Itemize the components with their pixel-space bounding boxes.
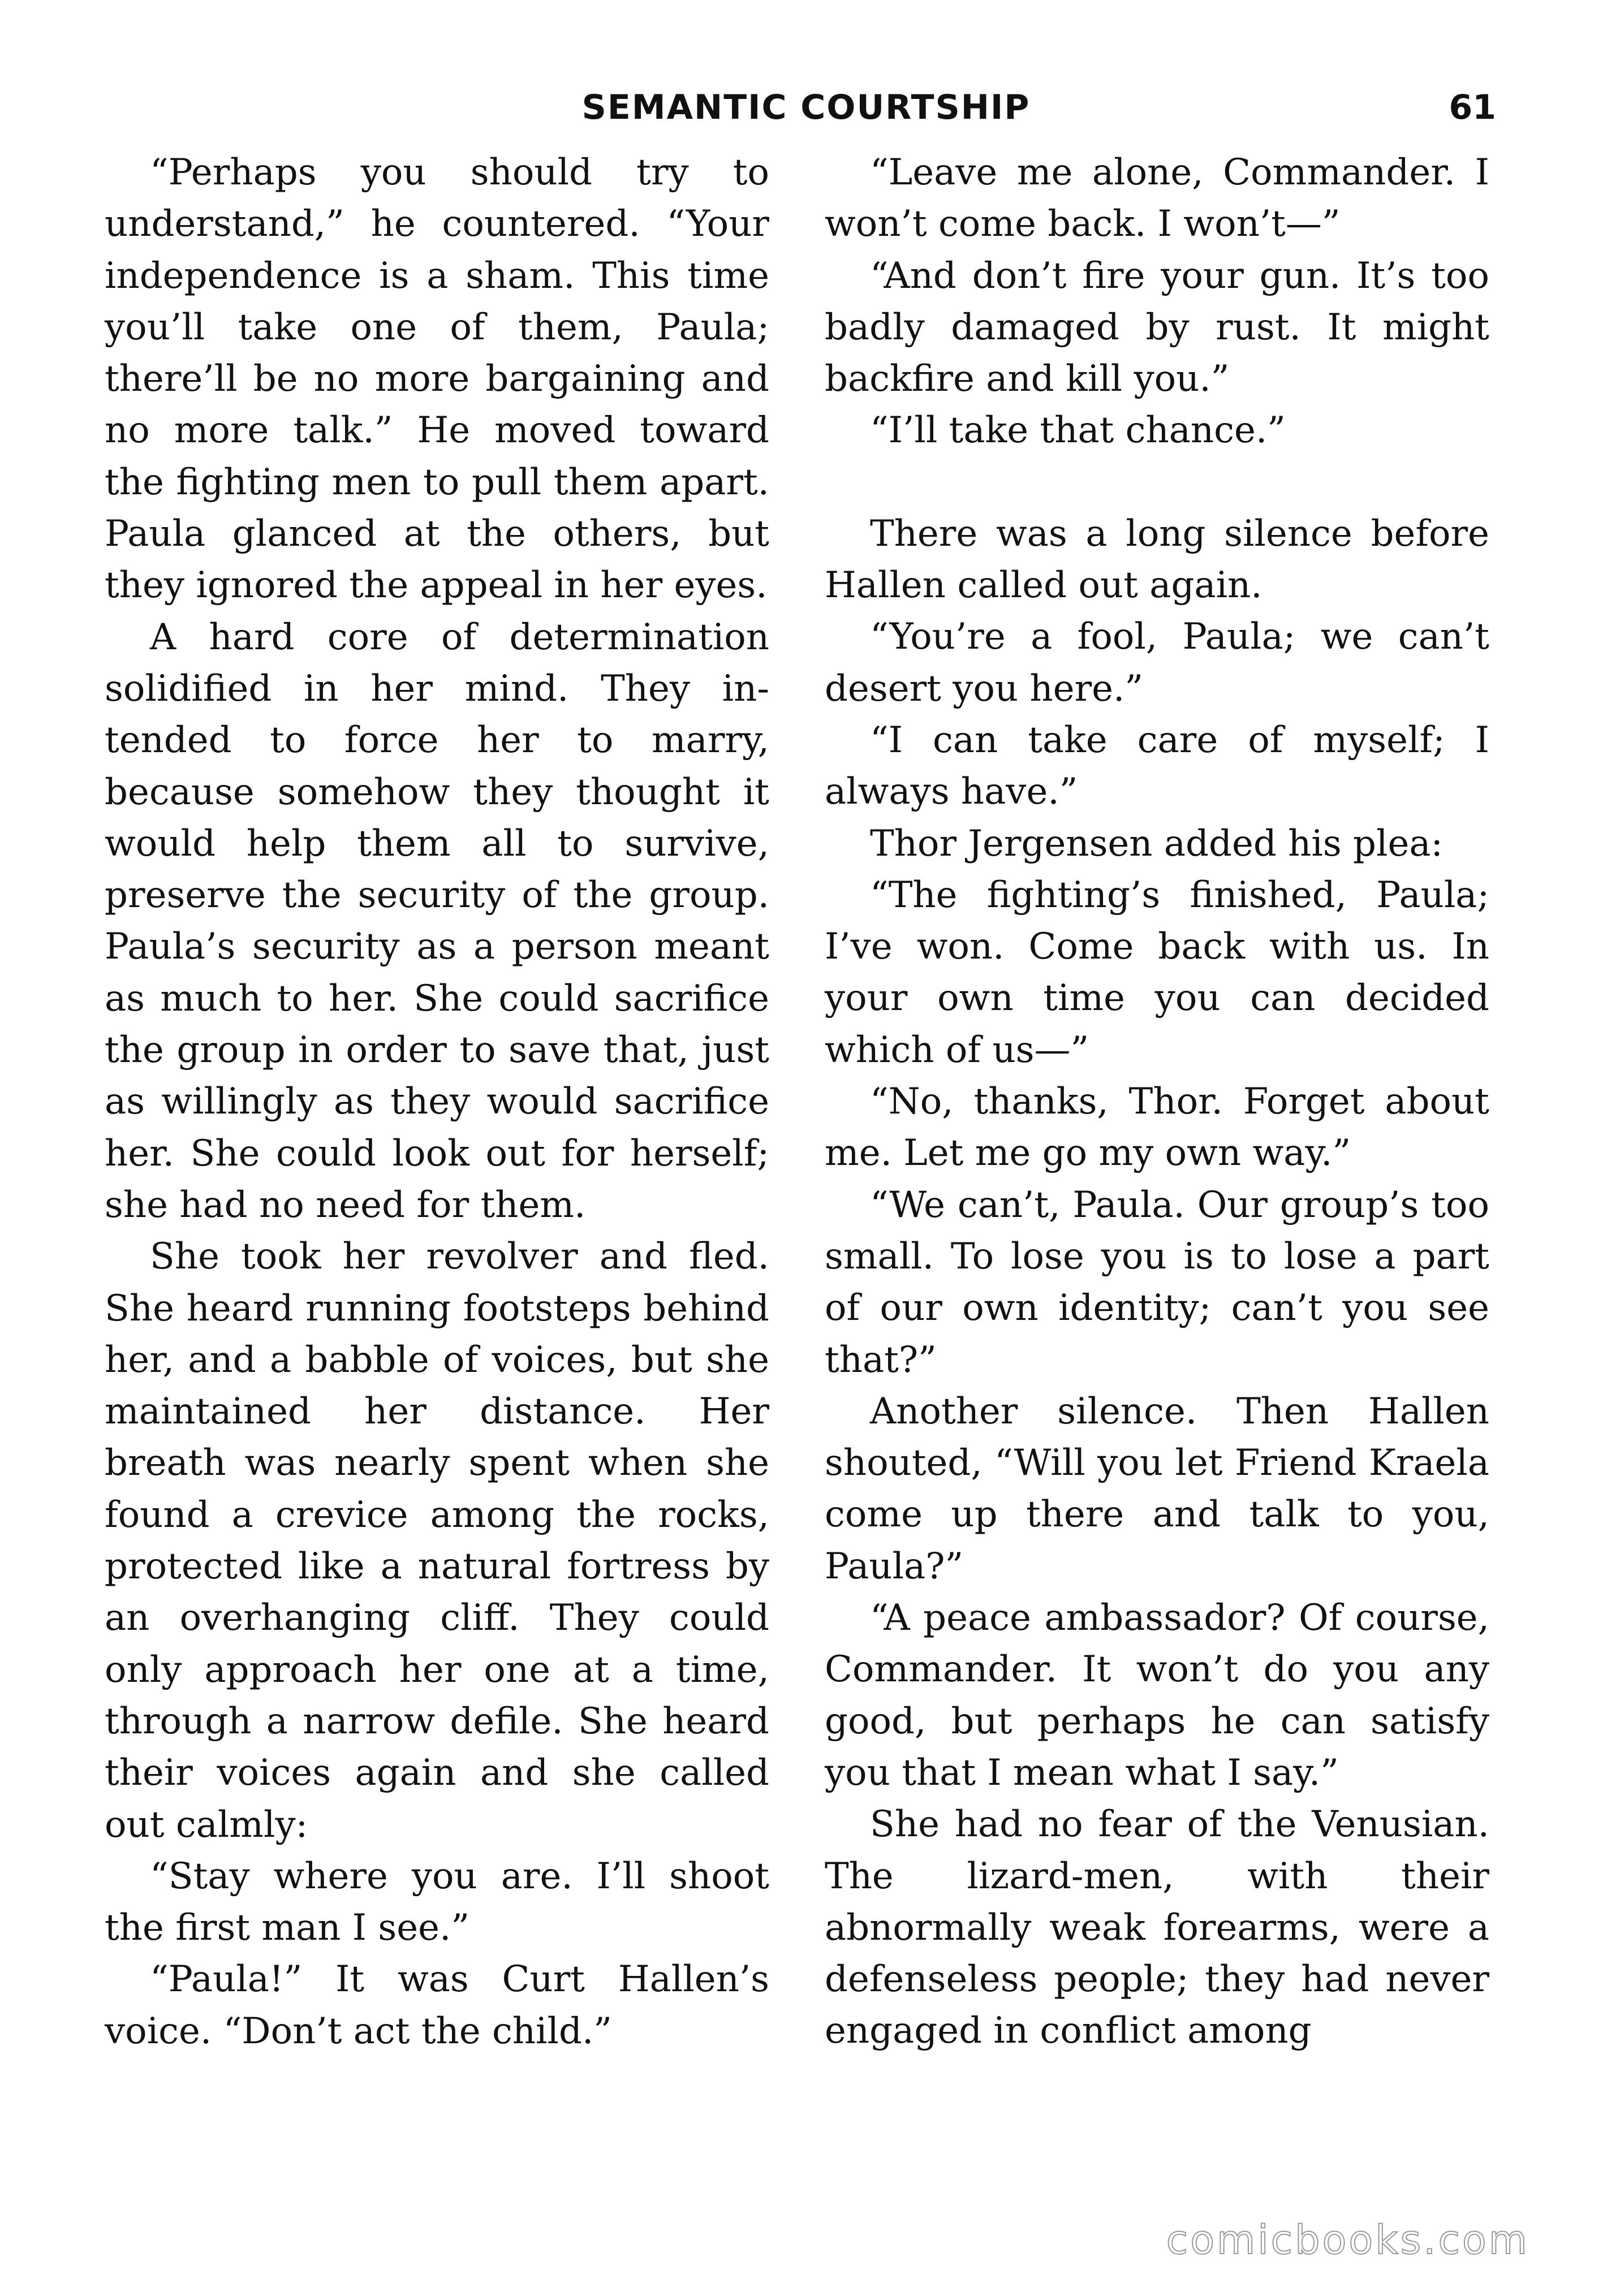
paragraph: A hard core of determination solidified in her mind. They intended to force her to marry, because somehow they thought it would help them all to survive, preserve the security of the group. Paula’s security as a person meant as much to her. She could sacrifice the group in order to save that, just as willingly as they would sacrifice her. She could look out for herself; she had no need for them. [105, 616, 769, 1226]
paragraph: “No, thanks, Thor. Forget about me. Let me go my own way.” [825, 1081, 1489, 1175]
paragraph: “A peace ambassador? Of course, Commander. It won’t do you any good, but perhaps he can satisfy you that I mean what I say.” [825, 1597, 1489, 1794]
watermark-text: comicbooks.com [1166, 2217, 1529, 2263]
paragraph: “The fighting’s finished, Paula; I’ve won. Come back with us. In your own time you can decided which of us—” [825, 874, 1489, 1071]
paragraph: “Stay where you are. I’ll shoot the first man I see.” [105, 1855, 769, 1949]
paragraph: Another silence. Then Hallen shouted, “Will you let Friend Kraela come up there and talk to you, Paula?” [825, 1390, 1489, 1587]
paragraph: “You’re a fool, Paula; we can’t desert you here.” [825, 616, 1489, 710]
running-title: SEMANTIC COURTSHIP [581, 88, 1031, 127]
paragraph: “I’ll take that chance.” [870, 409, 1286, 452]
right-column [825, 147, 1489, 2057]
left-column [105, 147, 769, 2057]
paragraph: “And don’t fire your gun. It’s too badly damaged by rust. It might backfire and kill you.” [825, 254, 1489, 400]
paragraph: She took her revolver and fled. She heard running footsteps behind her, and a babble of voices, but she maintained her distance. Her breath was nearly spent when she found a crevice among the rocks, protected like a natural fortress by an overhanging cliff. They could only approach her one at a time, through a narrow defile. She heard their voices again and she called out calmly: [105, 1236, 769, 1846]
paragraph: Thor Jergensen added his plea: [870, 822, 1443, 865]
paragraph: “Perhaps you should try to understand,” he countered. “Your independence is a sham. This time you’ll take one of them, Paula; there’ll be no more bargaining and no more talk.” He moved toward the fighting men to pull them apart. Paula glanced at the others, but they ignored the appeal in her eyes. [105, 152, 769, 607]
page-header [105, 85, 1507, 141]
paragraph: “Leave me alone, Commander. I won’t come back. I won’t—” [825, 152, 1489, 245]
paragraph: “Paula!” It was Curt Hallen’s voice. “Don’t act the child.” [105, 1958, 769, 2052]
paragraph: She had no fear of the Venusian. The lizard-men, with their abnormally weak forearms, were a defenseless people; they had never engaged in conflict among [825, 1803, 1489, 2052]
paragraph: “We can’t, Paula. Our group’s too small. To lose you is to lose a part of our own identity; can’t you see that?” [825, 1184, 1489, 1381]
paragraph: “I can take care of myself; I always have.” [825, 719, 1489, 813]
paragraph: There was a long silence before Hallen called out again. [825, 512, 1489, 607]
page-number: 61 [1449, 88, 1496, 127]
